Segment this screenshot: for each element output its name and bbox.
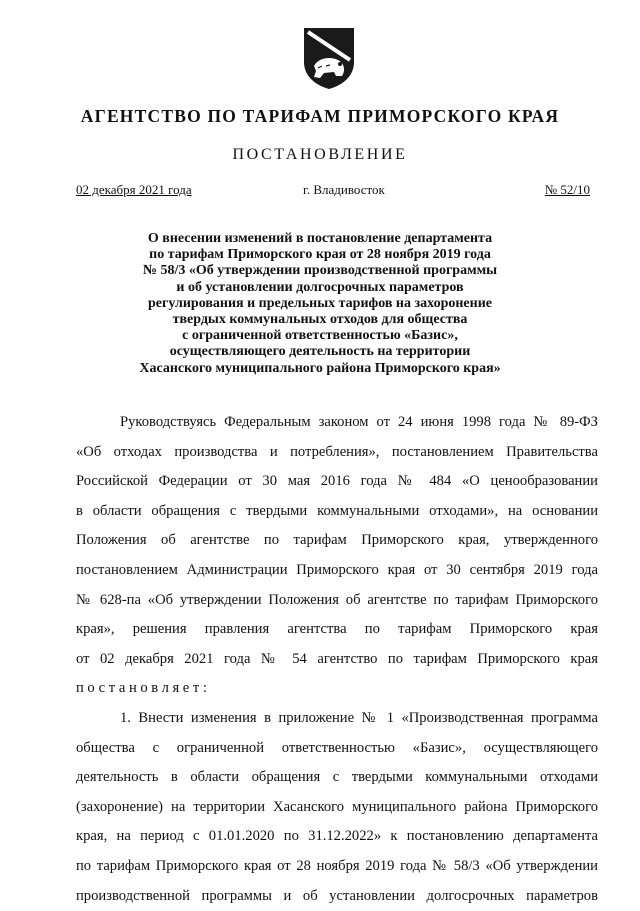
agency-name: АГЕНТСТВО ПО ТАРИФАМ ПРИМОРСКОГО КРАЯ <box>0 106 640 127</box>
body-line: производственной программы и об установлении долгосрочных параметров <box>76 882 598 911</box>
title-line: О внесении изменений в постановление департамента <box>90 231 550 247</box>
document-body <box>76 408 598 911</box>
document-type: ПОСТАНОВЛЕНИЕ <box>0 146 640 164</box>
body-line: постановлением Администрации Приморского края от 30 сентября 2019 года <box>76 556 598 586</box>
title-line: твердых коммунальных отходов для общества <box>90 312 550 328</box>
body-line: края, на период с 01.01.2020 по 31.12.2022» к постановлению департамента <box>76 822 598 852</box>
body-line: по тарифам Приморского края от 28 ноября 2019 года № 58/3 «Об утверждении <box>76 852 598 882</box>
document-city: г. Владивосток <box>303 182 385 198</box>
body-line: края», решения правления агентства по тарифам Приморского края <box>76 615 598 645</box>
body-line: «Об отходах производства и потребления», постановлением Правительства <box>76 438 598 468</box>
title-line: № 58/3 «Об утверждении производственной программы <box>90 263 550 279</box>
body-line: в области обращения с твердыми коммунальными отходами», на основании <box>76 497 598 527</box>
body-line: от 02 декабря 2021 года № 54 агентство по тарифам Приморского края <box>76 645 598 675</box>
body-line: Положения об агентстве по тарифам Приморского края, утвержденного <box>76 526 598 556</box>
title-line: по тарифам Приморского края от 28 ноября 2019 года <box>90 247 550 263</box>
body-line: постановляет: <box>76 674 598 704</box>
title-line: с ограниченной ответственностью «Базис», <box>90 328 550 344</box>
title-line: осуществляющего деятельность на территории <box>90 344 550 360</box>
document-number: № 52/10 <box>545 182 590 198</box>
title-line: Хасанского муниципального района Приморского края» <box>90 361 550 377</box>
coat-of-arms-icon <box>300 26 358 90</box>
body-line: деятельность в области обращения с твердыми коммунальными отходами <box>76 763 598 793</box>
document-date: 02 декабря 2021 года <box>76 182 192 198</box>
title-line: регулирования и предельных тарифов на захоронение <box>90 296 550 312</box>
body-line: 1. Внести изменения в приложение № 1 «Производственная программа <box>76 704 598 734</box>
body-line: Российской Федерации от 30 мая 2016 года № 484 «О ценообразовании <box>76 467 598 497</box>
body-line: (захоронение) на территории Хасанского муниципального района Приморского <box>76 793 598 823</box>
document-title <box>90 231 550 377</box>
body-line: № 628-па «Об утверждении Положения об агентстве по тарифам Приморского <box>76 586 598 616</box>
body-line: общества с ограниченной ответственностью «Базис», осуществляющего <box>76 734 598 764</box>
title-line: и об установлении долгосрочных параметров <box>90 280 550 296</box>
body-line: Руководствуясь Федеральным законом от 24 июня 1998 года № 89-ФЗ <box>76 408 598 438</box>
